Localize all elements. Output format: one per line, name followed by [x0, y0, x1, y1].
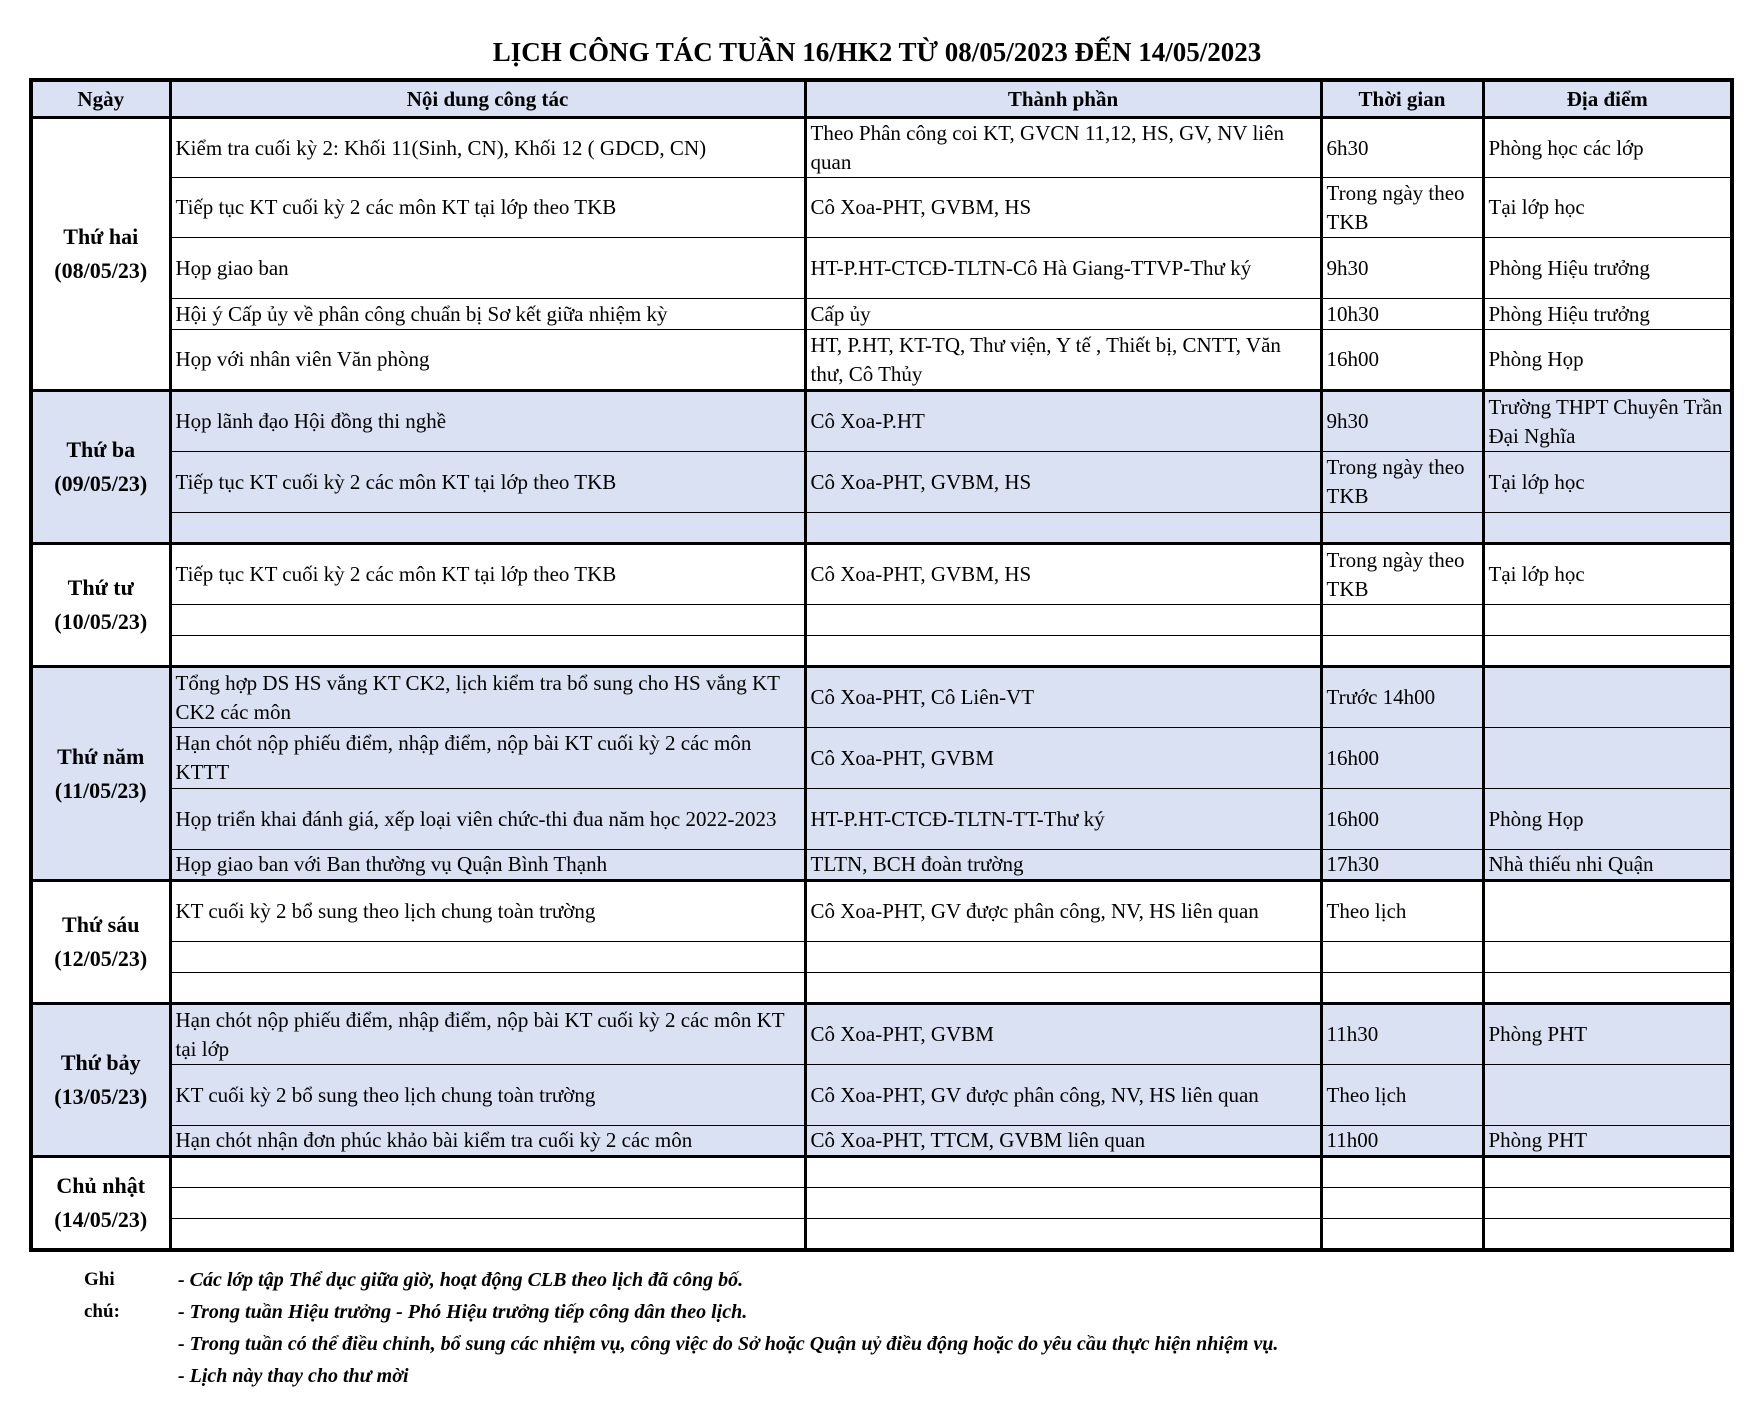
table-row: [31, 178, 1732, 238]
day-name: Thứ sáu: [62, 912, 140, 937]
task-content-cell: [170, 1157, 805, 1188]
place-cell: [1483, 667, 1732, 728]
place-cell: [1483, 1188, 1732, 1219]
task-content-cell: KT cuối kỳ 2 bổ sung theo lịch chung toàn trường: [170, 881, 805, 942]
task-content-cell: Tiếp tục KT cuối kỳ 2 các môn KT tại lớp theo TKB: [170, 452, 805, 513]
place-cell: [1483, 728, 1732, 789]
task-content-cell: Hạn chót nhận đơn phúc khảo bài kiểm tra cuối kỳ 2 các môn: [170, 1126, 805, 1157]
day-date: (12/05/23): [54, 946, 148, 971]
time-cell: 11h30: [1321, 1004, 1483, 1065]
task-content-cell: [170, 1219, 805, 1250]
place-cell: Tại lớp học: [1483, 452, 1732, 513]
participants-cell: Cô Xoa-PHT, GVBM: [805, 1004, 1321, 1065]
table-row: [31, 728, 1732, 789]
participants-cell: Cô Xoa-PHT, GVBM: [805, 728, 1321, 789]
time-cell: [1321, 942, 1483, 973]
task-content-cell: Tiếp tục KT cuối kỳ 2 các môn KT tại lớp theo TKB: [170, 544, 805, 605]
participants-cell: [805, 1219, 1321, 1250]
table-row: [31, 513, 1732, 544]
day-name: Chủ nhật: [56, 1172, 146, 1198]
day-cell: [31, 391, 170, 544]
place-cell: Phòng Hiệu trưởng: [1483, 299, 1732, 330]
note-item: - Lịch này thay cho thư mời: [178, 1365, 409, 1387]
participants-cell: Cô Xoa-PHT, Cô Liên-VT: [805, 667, 1321, 728]
time-cell: 10h30: [1321, 299, 1483, 330]
table-row: [31, 881, 1732, 942]
table-row: [31, 942, 1732, 973]
participants-cell: Cô Xoa-PHT, GVBM, HS: [805, 452, 1321, 513]
participants-cell: TLTN, BCH đoàn trường: [805, 850, 1321, 881]
header-participants: Thành phần: [805, 80, 1321, 118]
table-row: [31, 299, 1732, 330]
day-name: Thứ ba: [66, 437, 136, 462]
table-row: [31, 452, 1732, 513]
place-cell: [1483, 636, 1732, 667]
place-cell: [1483, 881, 1732, 942]
participants-cell: HT-P.HT-CTCĐ-TLTN-Cô Hà Giang-TTVP-Thư ký: [805, 238, 1321, 299]
task-content-cell: Hội ý Cấp ủy về phân công chuẩn bị Sơ kết giữa nhiệm kỳ: [170, 299, 805, 330]
participants-cell: [805, 973, 1321, 1004]
table-row: [31, 330, 1732, 391]
time-cell: [1321, 605, 1483, 636]
time-cell: [1321, 1188, 1483, 1219]
place-cell: Tại lớp học: [1483, 178, 1732, 238]
participants-cell: Cô Xoa-PHT, GV được phân công, NV, HS liên quan: [805, 881, 1321, 942]
participants-cell: HT, P.HT, KT-TQ, Thư viện, Y tế , Thiết bị, CNTT, Văn thư, Cô Thủy: [805, 330, 1321, 391]
participants-cell: [805, 513, 1321, 544]
place-cell: [1483, 1219, 1732, 1250]
place-cell: Phòng Hiệu trưởng: [1483, 238, 1732, 299]
task-content-cell: [170, 513, 805, 544]
time-cell: 6h30: [1321, 118, 1483, 178]
place-cell: [1483, 513, 1732, 544]
schedule-body: [31, 118, 1732, 1250]
participants-cell: HT-P.HT-CTCĐ-TLTN-TT-Thư ký: [805, 789, 1321, 850]
table-row: [31, 973, 1732, 1004]
place-cell: [1483, 605, 1732, 636]
table-row: [31, 850, 1732, 881]
task-content-cell: Hạn chót nộp phiếu điểm, nhập điểm, nộp bài KT cuối kỳ 2 các môn KT tại lớp: [170, 1004, 805, 1065]
table-row: [31, 544, 1732, 605]
time-cell: Trong ngày theo TKB: [1321, 178, 1483, 238]
time-cell: 16h00: [1321, 728, 1483, 789]
day-date: (14/05/23): [54, 1206, 148, 1232]
task-content-cell: KT cuối kỳ 2 bổ sung theo lịch chung toàn trường: [170, 1065, 805, 1126]
time-cell: 16h00: [1321, 789, 1483, 850]
day-name: Thứ hai: [63, 224, 139, 249]
day-date: (09/05/23): [54, 471, 148, 496]
participants-cell: Cô Xoa-PHT, GVBM, HS: [805, 544, 1321, 605]
table-row: [31, 1188, 1732, 1219]
task-content-cell: [170, 636, 805, 667]
place-cell: [1483, 973, 1732, 1004]
header-day: Ngày: [31, 80, 170, 118]
participants-cell: [805, 1157, 1321, 1188]
task-content-cell: Họp với nhân viên Văn phòng: [170, 330, 805, 391]
time-cell: 9h30: [1321, 238, 1483, 299]
day-cell: [31, 118, 170, 391]
table-header-row: [31, 80, 1732, 118]
day-name: Thứ năm: [57, 743, 145, 769]
task-content-cell: [170, 942, 805, 973]
day-name: Thứ tư: [67, 575, 134, 600]
table-row: [31, 238, 1732, 299]
task-content-cell: Họp lãnh đạo Hội đồng thi nghề: [170, 391, 805, 452]
place-cell: [1483, 942, 1732, 973]
header-time: Thời gian: [1321, 80, 1483, 118]
participants-cell: Cấp ủy: [805, 299, 1321, 330]
time-cell: Trong ngày theo TKB: [1321, 452, 1483, 513]
table-row: [31, 636, 1732, 667]
participants-cell: Cô Xoa-PHT, TTCM, GVBM liên quan: [805, 1126, 1321, 1157]
table-row: [31, 391, 1732, 452]
place-cell: Phòng PHT: [1483, 1126, 1732, 1157]
participants-cell: [805, 636, 1321, 667]
time-cell: [1321, 513, 1483, 544]
day-date: (13/05/23): [54, 1084, 148, 1109]
place-cell: [1483, 1065, 1732, 1126]
place-cell: Tại lớp học: [1483, 544, 1732, 605]
task-content-cell: Kiểm tra cuối kỳ 2: Khối 11(Sinh, CN), Khối 12 ( GDCD, CN): [170, 118, 805, 178]
time-cell: [1321, 636, 1483, 667]
task-content-cell: [170, 1188, 805, 1219]
day-date: (11/05/23): [54, 777, 147, 803]
participants-cell: [805, 605, 1321, 636]
day-name: Thứ bảy: [60, 1050, 141, 1075]
time-cell: [1321, 1157, 1483, 1188]
place-cell: Phòng học các lớp: [1483, 118, 1732, 178]
place-cell: Nhà thiếu nhi Quận: [1483, 850, 1732, 881]
task-content-cell: Hạn chót nộp phiếu điểm, nhập điểm, nộp bài KT cuối kỳ 2 các môn KTTT: [170, 728, 805, 789]
time-cell: 17h30: [1321, 850, 1483, 881]
participants-cell: [805, 1188, 1321, 1219]
participants-cell: Cô Xoa-P.HT: [805, 391, 1321, 452]
notes-list: [178, 1264, 1678, 1392]
task-content-cell: [170, 605, 805, 636]
place-cell: Phòng Họp: [1483, 789, 1732, 850]
task-content-cell: Tổng hợp DS HS vắng KT CK2, lịch kiểm tra bổ sung cho HS vắng KT CK2 các môn: [170, 667, 805, 728]
time-cell: Trước 14h00: [1321, 667, 1483, 728]
place-cell: Phòng Họp: [1483, 330, 1732, 391]
note-item: - Trong tuần có thể điều chỉnh, bổ sung các nhiệm vụ, công việc do Sở hoặc Quận uỷ điều động hoặc do yêu cầu thực hiện nhiệm vụ.: [178, 1333, 1279, 1355]
table-row: [31, 605, 1732, 636]
time-cell: Trong ngày theo TKB: [1321, 544, 1483, 605]
header-content: Nội dung công tác: [170, 80, 805, 118]
notes-label: Ghi chú:: [84, 1269, 120, 1322]
time-cell: 11h00: [1321, 1126, 1483, 1157]
day-cell: [31, 881, 170, 1004]
task-content-cell: Tiếp tục KT cuối kỳ 2 các môn KT tại lớp theo TKB: [170, 178, 805, 238]
time-cell: Theo lịch: [1321, 1065, 1483, 1126]
note-item: - Trong tuần Hiệu trưởng - Phó Hiệu trưởng tiếp công dân theo lịch.: [178, 1301, 748, 1323]
participants-cell: Cô Xoa-PHT, GV được phân công, NV, HS liên quan: [805, 1065, 1321, 1126]
note-item: - Các lớp tập Thể dục giữa giờ, hoạt động CLB theo lịch đã công bố.: [178, 1269, 744, 1291]
day-cell: [31, 667, 170, 881]
table-row: [31, 789, 1732, 850]
time-cell: 16h00: [1321, 330, 1483, 391]
participants-cell: Theo Phân công coi KT, GVCN 11,12, HS, GV, NV liên quan: [805, 118, 1321, 178]
table-row: [31, 1219, 1732, 1250]
schedule-table: [29, 78, 1734, 1252]
header-place: Địa điểm: [1483, 80, 1732, 118]
time-cell: [1321, 973, 1483, 1004]
table-row: [31, 1126, 1732, 1157]
day-cell: [31, 544, 170, 667]
day-date: (10/05/23): [54, 609, 148, 634]
task-content-cell: [170, 973, 805, 1004]
day-cell: [31, 1004, 170, 1157]
table-row: [31, 1157, 1732, 1188]
task-content-cell: Họp triển khai đánh giá, xếp loại viên chức-thi đua năm học 2022-2023: [170, 789, 805, 850]
place-cell: Phòng PHT: [1483, 1004, 1732, 1065]
time-cell: [1321, 1219, 1483, 1250]
day-cell: [31, 1157, 170, 1250]
time-cell: 9h30: [1321, 391, 1483, 452]
table-row: [31, 667, 1732, 728]
table-row: [31, 1004, 1732, 1065]
day-date: (08/05/23): [54, 258, 148, 283]
participants-cell: [805, 942, 1321, 973]
document-title: LỊCH CÔNG TÁC TUẦN 16/HK2 TỪ 08/05/2023 ĐẾN 14/05/2023: [492, 37, 1262, 67]
task-content-cell: Họp giao ban với Ban thường vụ Quận Bình Thạnh: [170, 850, 805, 881]
table-row: [31, 118, 1732, 178]
table-row: [31, 1065, 1732, 1126]
task-content-cell: Họp giao ban: [170, 238, 805, 299]
participants-cell: Cô Xoa-PHT, GVBM, HS: [805, 178, 1321, 238]
place-cell: Trường THPT Chuyên Trần Đại Nghĩa: [1483, 391, 1732, 452]
time-cell: Theo lịch: [1321, 881, 1483, 942]
place-cell: [1483, 1157, 1732, 1188]
